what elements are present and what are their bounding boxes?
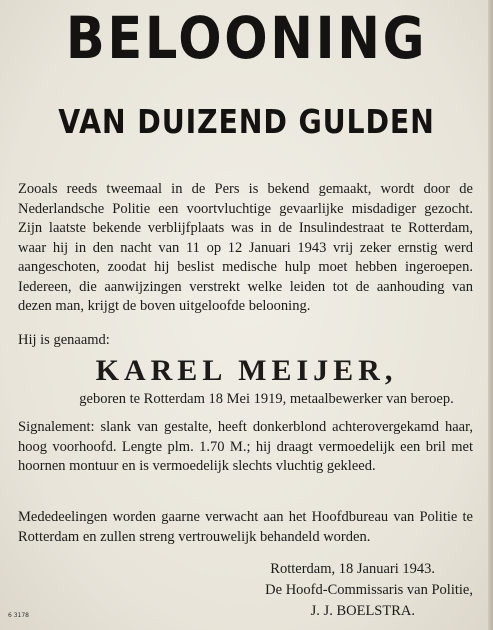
place-date: Rotterdam, 18 Januari 1943.: [270, 561, 435, 577]
intro-paragraph: Zooals reeds tweemaal in de Pers is bekend gemaakt, wordt door de Nederlandsche Politie een voortvluchtige gevaarlijke misdadiger gezocht. Zijn laatste bekende verblijfplaats was in de Insulindestraat te Rotterdam, waar hij in den nacht van 11 op 12 Januari 1943 vrij zeker ernstig werd aangeschoten, zoodat hij beslist medische hulp moet hebben ingeroepen. Iedereen, die aanwijzingen verstrekt welke leiden tot de aanhouding van dezen man, krijgt de boven uitgeloofde belooning.: [18, 181, 473, 314]
notice-paragraph: Mededeelingen worden gaarne verwacht aan het Hoofdbureau van Politie te Rotterdam en zullen streng vertrouwelijk behandeld worden.: [18, 509, 473, 545]
printer-mark: 6 3178: [8, 612, 29, 619]
poster-title: BELOONING: [65, 4, 428, 72]
description-paragraph: Signalement: slank van gestalte, heeft donkerblond achterovergekamd haar, hoog voorhoofd. Lengte plm. 1.70 M.; hij draagt vermoedelijk een bril met hoornen montuur en is vermoedelijk slechts vluchtig gekleed.: [18, 419, 473, 474]
wanted-person-name: KAREL MEIJER,: [95, 354, 398, 387]
signatory-name: J. J. BOELSTRA.: [310, 603, 415, 619]
signatory-office: De Hoofd-Commissaris van Politie,: [265, 582, 473, 598]
birth-details: geboren te Rotterdam 18 Mei 1919, metaalbewerker van beroep.: [79, 391, 454, 407]
named-intro: Hij is genaamd:: [18, 332, 110, 348]
paper-edge: [488, 0, 493, 630]
poster-subtitle: VAN DUIZEND GULDEN: [58, 102, 435, 141]
